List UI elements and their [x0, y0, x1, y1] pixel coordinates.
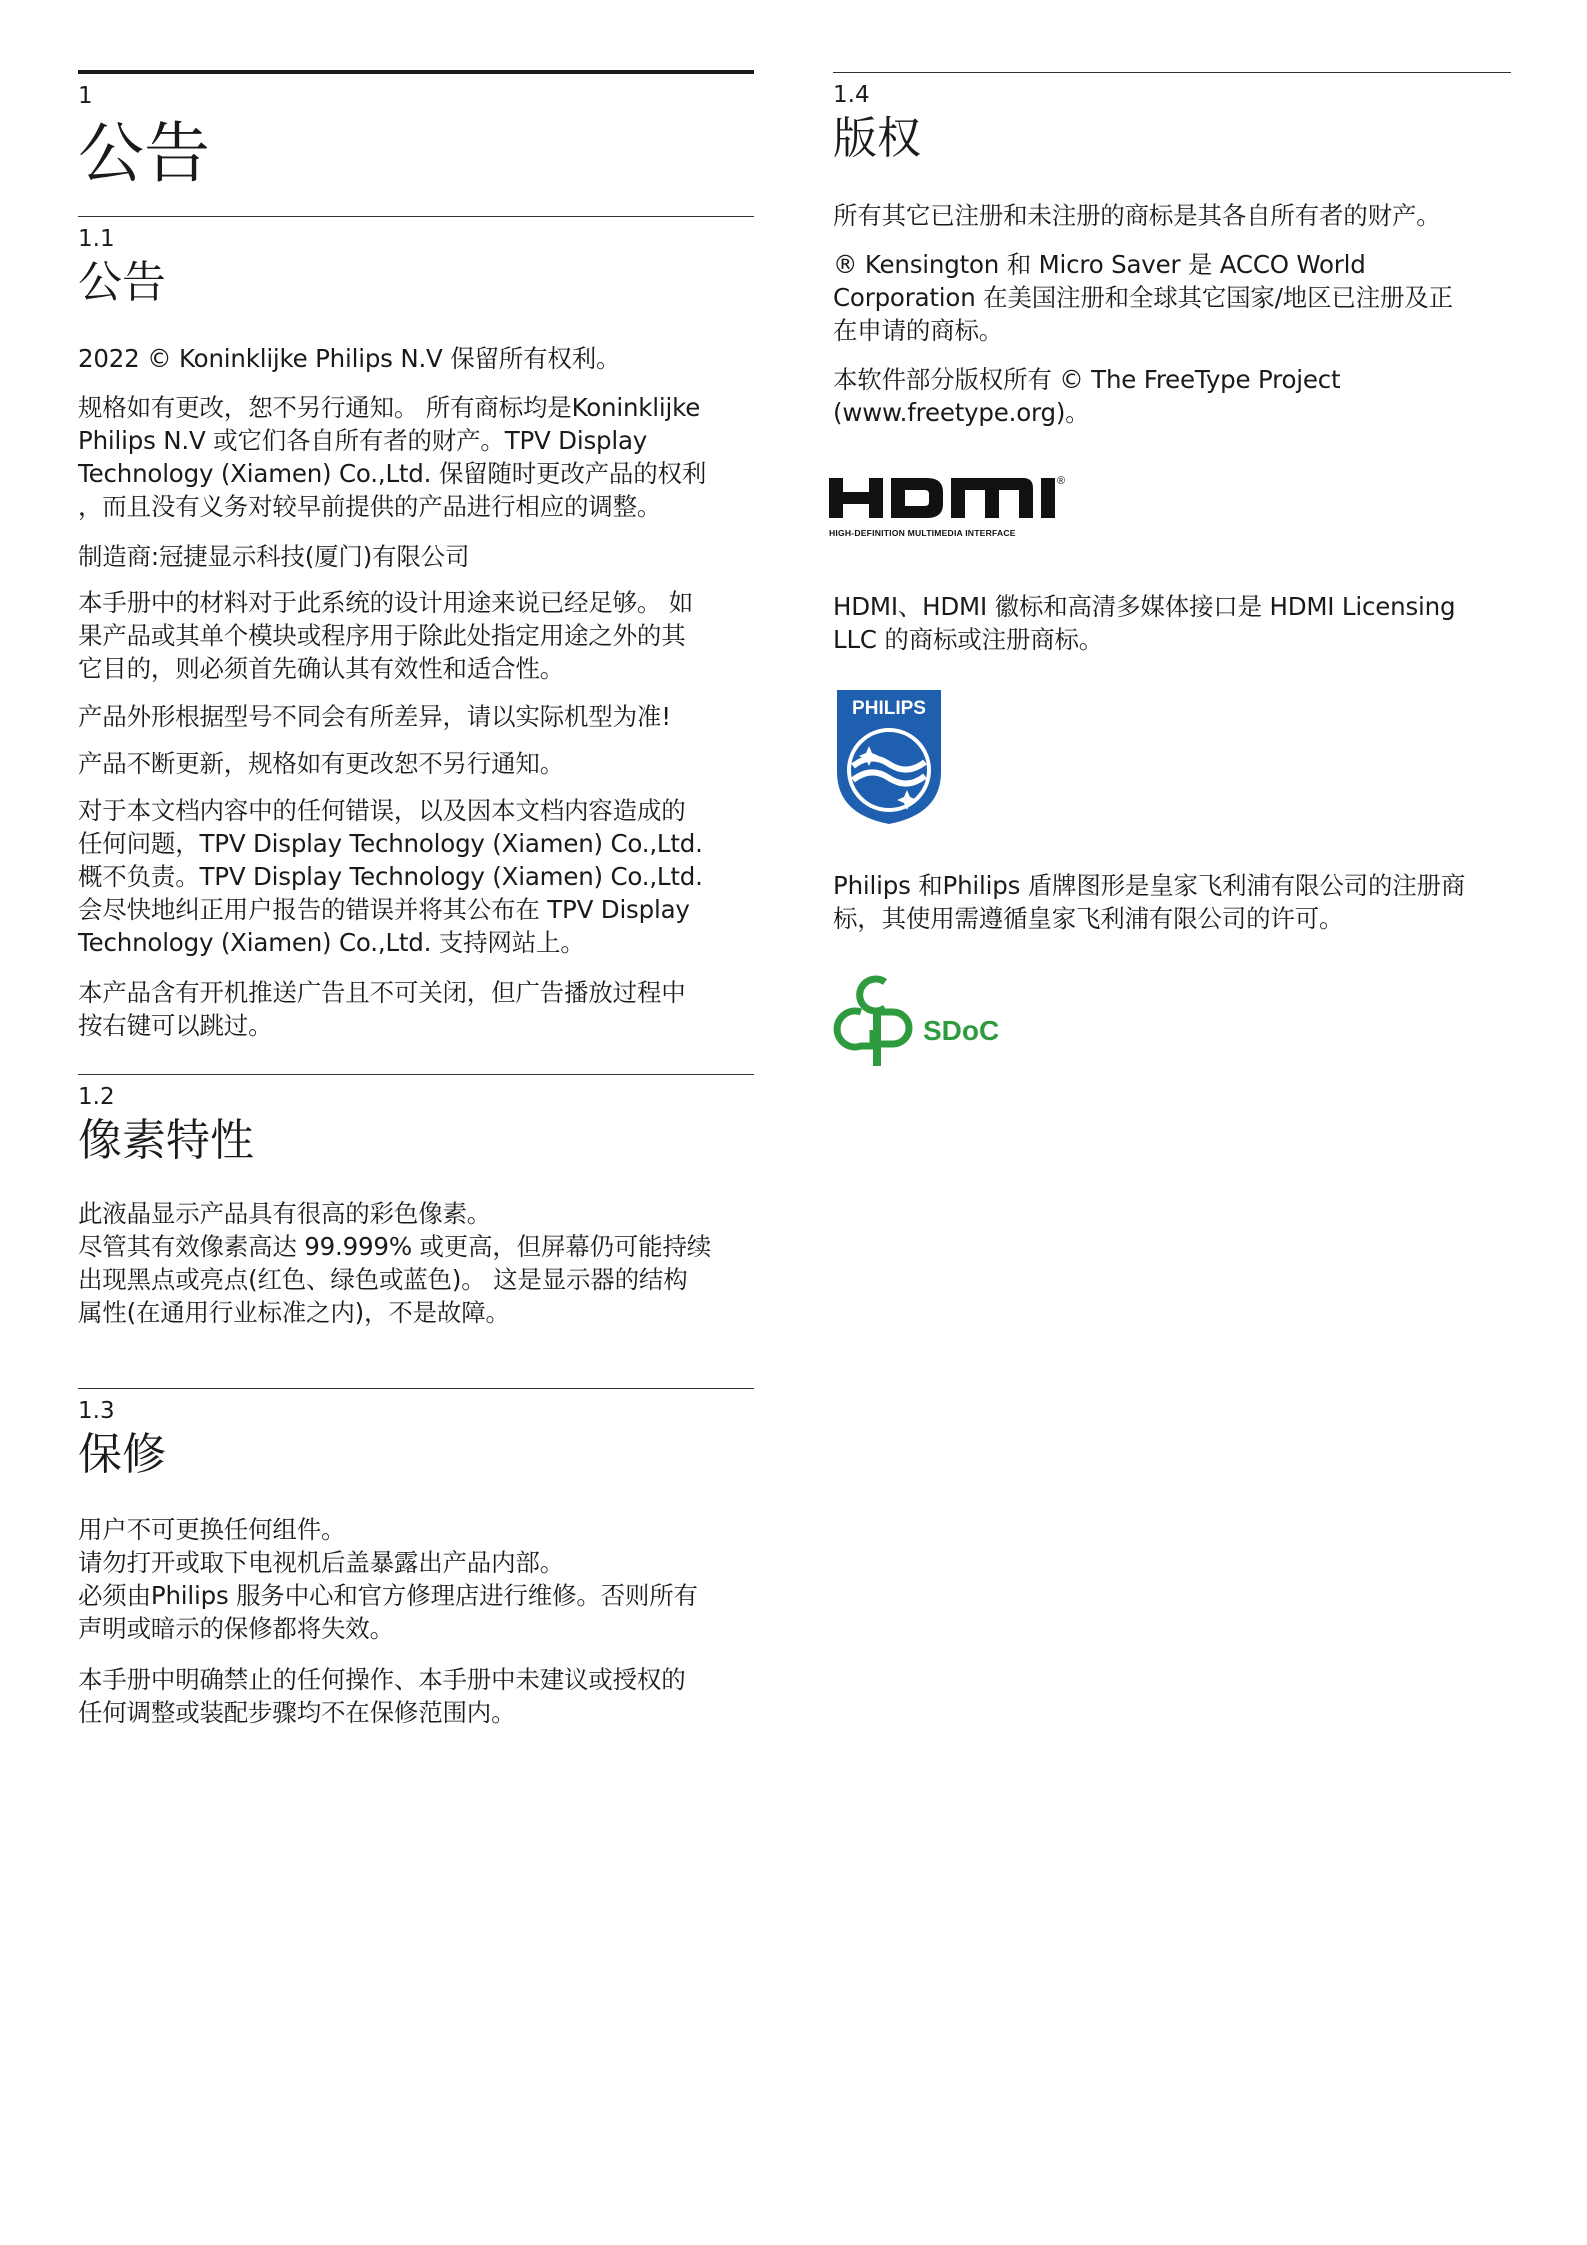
section-number: 1.3 — [78, 1398, 115, 1424]
section-1-4 — [833, 72, 1511, 167]
chapter-number: 1 — [78, 83, 93, 109]
chapter-title: 公告 — [78, 115, 210, 192]
hdmi-logo — [827, 470, 1087, 542]
paragraph: Philips 和Philips 盾牌图形是皇家飞利浦有限公司的注册商 标，其使用需遵循皇家飞利浦有限公司的许可。 — [833, 871, 1466, 933]
sdoc-logo — [831, 968, 1021, 1074]
section-rule — [78, 1074, 754, 1075]
philips-shield-icon — [829, 686, 949, 828]
sdoc-icon — [831, 968, 1021, 1074]
sdoc-text: SDoC — [923, 1015, 1000, 1046]
paragraph: 对于本文档内容中的任何错误，以及因本文档内容造成的 任何问题，TPV Display Technology (Xiamen) Co.,Ltd. 概不负责。TPV Display Technology (Xiamen) Co.,Ltd. 会尽快地纠正用户报告的错误并将其公布在 TPV Display Technology (Xiamen) Co.,Ltd. 支持网站上。 — [78, 796, 703, 957]
paragraph: 本软件部分版权所有 © The FreeType Project (www.freetype.org)。 — [833, 365, 1341, 427]
paragraph: 产品不断更新，规格如有更改恕不另行通知。 — [78, 749, 564, 778]
section-rule — [833, 72, 1511, 73]
section-rule — [78, 216, 754, 217]
paragraph: 产品外形根据型号不同会有所差异，请以实际机型为准! — [78, 702, 671, 731]
hdmi-registered: ® — [1057, 475, 1066, 487]
section-title: 公告 — [78, 257, 166, 308]
paragraph: 本手册中的材料对于此系统的设计用途来说已经足够。 如 果产品或其单个模块或程序用于除此处指定用途之外的其 它目的，则必须首先确认其有效性和适合性。 — [78, 588, 694, 683]
paragraph: 本产品含有开机推送广告且不可关闭，但广告播放过程中 按右键可以跳过。 — [78, 978, 686, 1040]
section-1-3 — [78, 1388, 754, 1483]
paragraph: 制造商:冠捷显示科技(厦门)有限公司 — [78, 542, 470, 571]
section-title: 版权 — [833, 113, 921, 164]
paragraph: 用户不可更换任何组件。 请勿打开或取下电视机后盖暴露出产品内部。 必须由Philips 服务中心和官方修理店进行维修。否则所有 声明或暗示的保修都将失效。 — [78, 1515, 698, 1643]
paragraph: 规格如有更改，恕不另行通知。 所有商标均是Koninklijke Philips N.V 或它们各自所有者的财产。TPV Display Technology (Xiamen) Co.,Ltd. 保留随时更改产品的权利 ，而且没有义务对较早前提供的产品进行相应的调整。 — [78, 393, 707, 521]
hdmi-logo-icon — [827, 470, 1087, 542]
paragraph: HDMI、HDMI 徽标和高清多媒体接口是 HDMI Licensing LLC 的商标或注册商标。 — [833, 592, 1456, 654]
hdmi-tagline: HIGH-DEFINITION MULTIMEDIA INTERFACE — [829, 528, 1016, 538]
paragraph: 所有其它已注册和未注册的商标是其各自所有者的财产。 — [833, 201, 1441, 230]
philips-logo — [829, 686, 949, 828]
section-1-2 — [78, 1074, 754, 1169]
paragraph: ® Kensington 和 Micro Saver 是 ACCO World Corporation 在美国注册和全球其它国家/地区已注册及正 在申请的商标。 — [833, 250, 1453, 345]
section-title: 保修 — [78, 1429, 166, 1480]
section-title: 像素特性 — [78, 1115, 254, 1166]
section-1-1 — [78, 216, 754, 311]
paragraph: 此液晶显示产品具有很高的彩色像素。 尽管其有效像素高达 99.999% 或更高，但屏幕仍可能持续 出现黑点或亮点(红色、绿色或蓝色)。 这是显示器的结构 属性(在通用行业标准之内)，不是故障。 — [78, 1199, 712, 1327]
section-number: 1.4 — [833, 82, 870, 108]
chapter-rule — [78, 70, 754, 74]
chapter-block — [78, 70, 754, 194]
paragraph: 2022 © Koninklijke Philips N.V 保留所有权利。 — [78, 344, 621, 373]
paragraph: 本手册中明确禁止的任何操作、本手册中未建议或授权的 任何调整或装配步骤均不在保修范围内。 — [78, 1665, 686, 1727]
section-number: 1.2 — [78, 1084, 115, 1110]
section-rule — [78, 1388, 754, 1389]
section-number: 1.1 — [78, 226, 115, 252]
philips-shield-text: PHILIPS — [852, 698, 926, 719]
